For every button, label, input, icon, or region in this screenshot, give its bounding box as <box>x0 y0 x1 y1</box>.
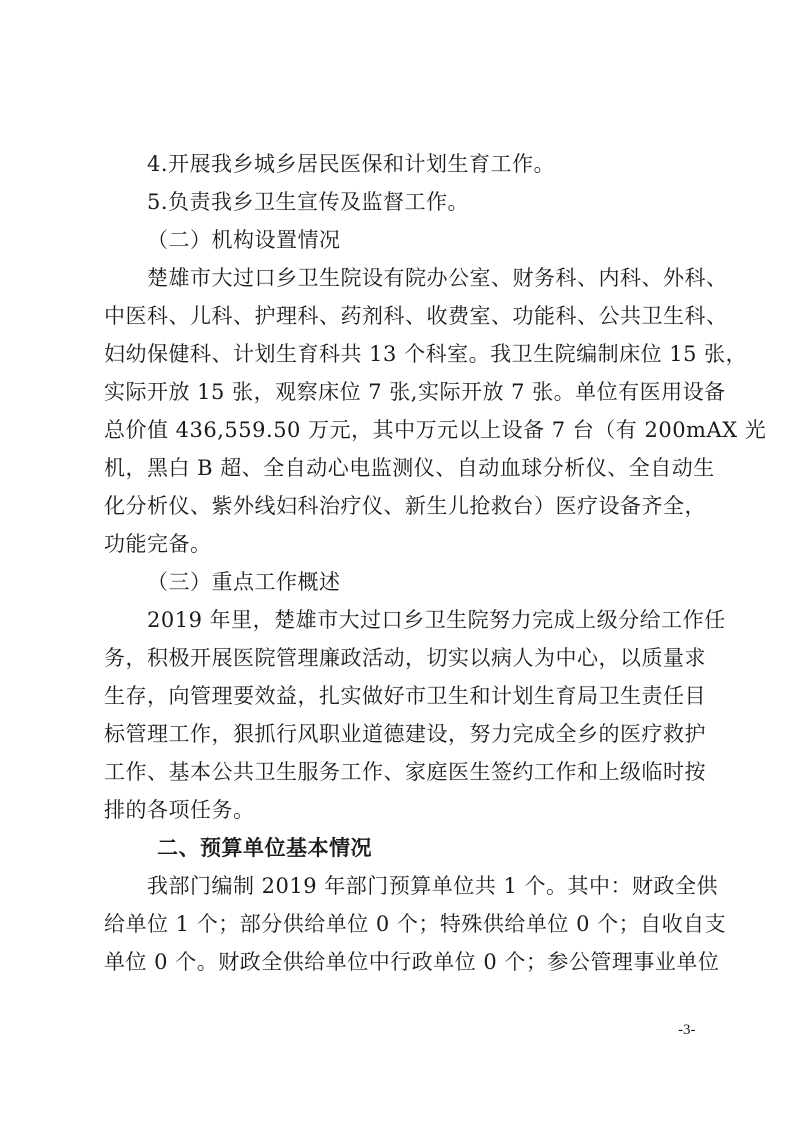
paragraph-line: 标管理工作，狠抓行风职业道德建设，努力完成全乡的医疗救护 <box>104 722 706 746</box>
paragraph-line: 排的各项任务。 <box>104 798 255 822</box>
paragraph-line: 楚雄市大过口乡卫生院设有院办公室、财务科、内科、外科、 <box>147 266 728 290</box>
paragraph-line: 2019 年里，楚雄市大过口乡卫生院努力完成上级分给工作任 <box>147 608 726 632</box>
section-heading: （二）机构设置情况 <box>147 228 341 252</box>
section-heading: （三）重点工作概述 <box>147 570 341 594</box>
paragraph-line: 务，积极开展医院管理廉政活动，切实以病人为中心，以质量求 <box>104 646 706 670</box>
paragraph-line: 总价值 436,559.50 万元，其中万元以上设备 7 台（有 200mAX 光 <box>104 418 767 442</box>
paragraph-line: 给单位 1 个；部分供给单位 0 个；特殊供给单位 0 个；自收自支 <box>104 912 727 936</box>
paragraph-line: 机，黑白 B 超、全自动心电监测仪、自动血球分析仪、全自动生 <box>104 456 715 480</box>
paragraph-line: 工作、基本公共卫生服务工作、家庭医生签约工作和上级临时按 <box>104 760 706 784</box>
paragraph-line: 4.开展我乡城乡居民医保和计划生育工作。 <box>147 152 556 176</box>
paragraph-line: 妇幼保健科、计划生育科共 13 个科室。我卫生院编制床位 15 张， <box>104 342 748 366</box>
paragraph-line: 功能完备。 <box>104 532 212 556</box>
page-number: -3- <box>678 1022 696 1038</box>
paragraph-line: 中医科、儿科、护理科、药剂科、收费室、功能科、公共卫生科、 <box>104 304 728 328</box>
paragraph-line: 化分析仪、紫外线妇科治疗仪、新生儿抢救台）医疗设备齐全， <box>104 494 706 518</box>
paragraph-line: 5.负责我乡卫生宣传及监督工作。 <box>147 190 470 214</box>
paragraph-line: 实际开放 15 张，观察床位 7 张,实际开放 7 张。单位有医用设备 <box>104 380 726 404</box>
paragraph-line: 生存，向管理要效益，扎实做好市卫生和计划生育局卫生责任目 <box>104 684 706 708</box>
paragraph-line: 单位 0 个。财政全供给单位中行政单位 0 个；参公管理事业单位 <box>104 950 720 974</box>
chapter-heading: 二、预算单位基本情况 <box>157 836 372 860</box>
paragraph-line: 我部门编制 2019 年部门预算单位共 1 个。其中：财政全供 <box>147 874 719 898</box>
